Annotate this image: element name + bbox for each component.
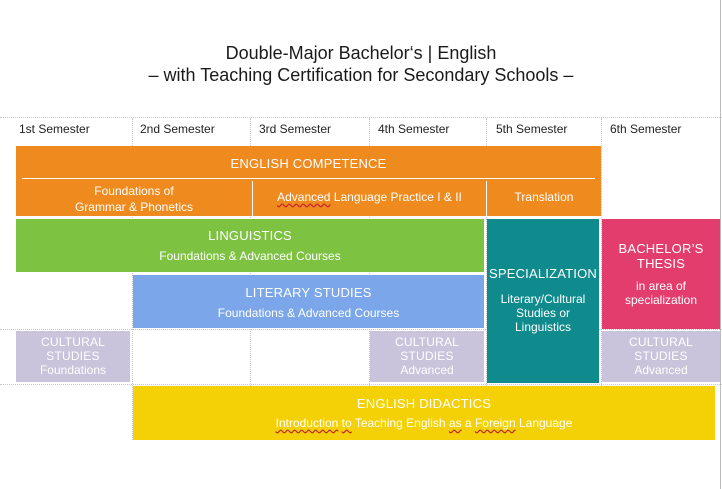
- semester-6-header: 6th Semester: [610, 122, 682, 136]
- cultural-studies-advanced-4-line3: Advanced: [400, 363, 454, 377]
- bachelors-thesis-title-line1: BACHELOR’S: [618, 241, 704, 256]
- cultural-studies-advanced-6-line2: STUDIES: [634, 349, 688, 363]
- bachelors-thesis-title-line2: THESIS: [636, 256, 686, 271]
- cultural-studies-advanced-4-line1: CULTURAL: [394, 335, 460, 349]
- diagram-title-line1: Double-Major Bachelor‘s | English: [225, 43, 497, 63]
- semester-2-header: 2nd Semester: [140, 122, 215, 136]
- english-competence-separator: [22, 178, 595, 179]
- cultural-studies-advanced-4-text: [370, 335, 484, 377]
- specialization-block: [487, 219, 599, 383]
- cultural-studies-foundations-text: [16, 335, 130, 377]
- diagram-title-line2: – with Teaching Certification for Secondary Schools –: [148, 65, 574, 85]
- grid-hline-bottom: [0, 384, 722, 385]
- right-border-line: [720, 0, 721, 489]
- grammar-phonetics-line1: Foundations of: [94, 184, 174, 198]
- didactics-word-introduction: Introduction: [275, 416, 339, 430]
- cultural-studies-foundations-line3: Foundations: [39, 363, 107, 377]
- english-competence-block: [16, 146, 601, 216]
- didactics-word-as: as: [448, 416, 462, 430]
- cultural-studies-advanced-6-line1: CULTURAL: [628, 335, 694, 349]
- bachelors-thesis-title: [602, 241, 720, 271]
- bachelors-thesis-subtitle: [602, 279, 720, 307]
- cultural-studies-advanced-6-text: [602, 335, 720, 377]
- semester-1-header: 1st Semester: [19, 122, 90, 136]
- cultural-studies-foundations-line1: CULTURAL: [40, 335, 106, 349]
- grammar-phonetics-cell: [16, 183, 252, 215]
- cultural-studies-advanced-block-6: [602, 331, 720, 382]
- english-didactics-subtitle: [133, 416, 715, 430]
- english-didactics-block: [133, 386, 715, 440]
- cultural-studies-foundations-block: [16, 331, 130, 382]
- cultural-studies-advanced-block-4: [370, 331, 484, 382]
- semester-4-header: 4th Semester: [378, 122, 450, 136]
- bachelors-thesis-sub-line1: in area of: [635, 279, 687, 293]
- literary-studies-subtitle: Foundations & Advanced Courses: [217, 306, 400, 320]
- didactics-word-language: Language: [518, 416, 573, 430]
- cultural-studies-foundations-line2: STUDIES: [46, 349, 100, 363]
- didactics-word-teaching-english: Teaching English: [354, 416, 446, 430]
- english-didactics-title: ENGLISH DIDACTICS: [356, 396, 492, 411]
- cultural-studies-advanced-6-line3: Advanced: [634, 363, 688, 377]
- literary-studies-title: LITERARY STUDIES: [245, 285, 372, 300]
- specialization-sub-line2: Studies or: [515, 306, 571, 320]
- semester-5-header: 5th Semester: [496, 122, 568, 136]
- english-competence-title: ENGLISH COMPETENCE: [230, 156, 387, 171]
- didactics-word-a: a: [464, 416, 472, 430]
- specialization-sub-line1: Literary/Cultural: [500, 292, 586, 306]
- translation-cell: Translation: [514, 190, 574, 204]
- advanced-word: Advanced: [277, 190, 331, 204]
- bachelors-thesis-sub-line2: specialization: [624, 293, 698, 307]
- grid-hline-top: [0, 117, 722, 118]
- cultural-studies-advanced-4-line2: STUDIES: [400, 349, 454, 363]
- didactics-word-to: to: [341, 416, 352, 430]
- grid-hline-mid: [0, 329, 722, 330]
- didactics-word-foreign: Foreign: [474, 416, 516, 430]
- linguistics-block: [16, 219, 484, 272]
- semester-3-header: 3rd Semester: [259, 122, 332, 136]
- linguistics-subtitle: Foundations & Advanced Courses: [159, 249, 341, 263]
- specialization-sub-line3: Linguistics: [514, 320, 572, 334]
- linguistics-title: LINGUISTICS: [208, 228, 292, 243]
- grammar-phonetics-line2: Grammar & Phonetics: [74, 200, 194, 214]
- literary-studies-block: [133, 275, 484, 328]
- specialization-title: SPECIALIZATION: [488, 266, 598, 281]
- specialization-subtitle: [487, 292, 599, 334]
- bachelors-thesis-block: [602, 219, 720, 329]
- language-practice-cell: [253, 190, 486, 204]
- language-practice-text: Language Practice I & II: [330, 190, 462, 204]
